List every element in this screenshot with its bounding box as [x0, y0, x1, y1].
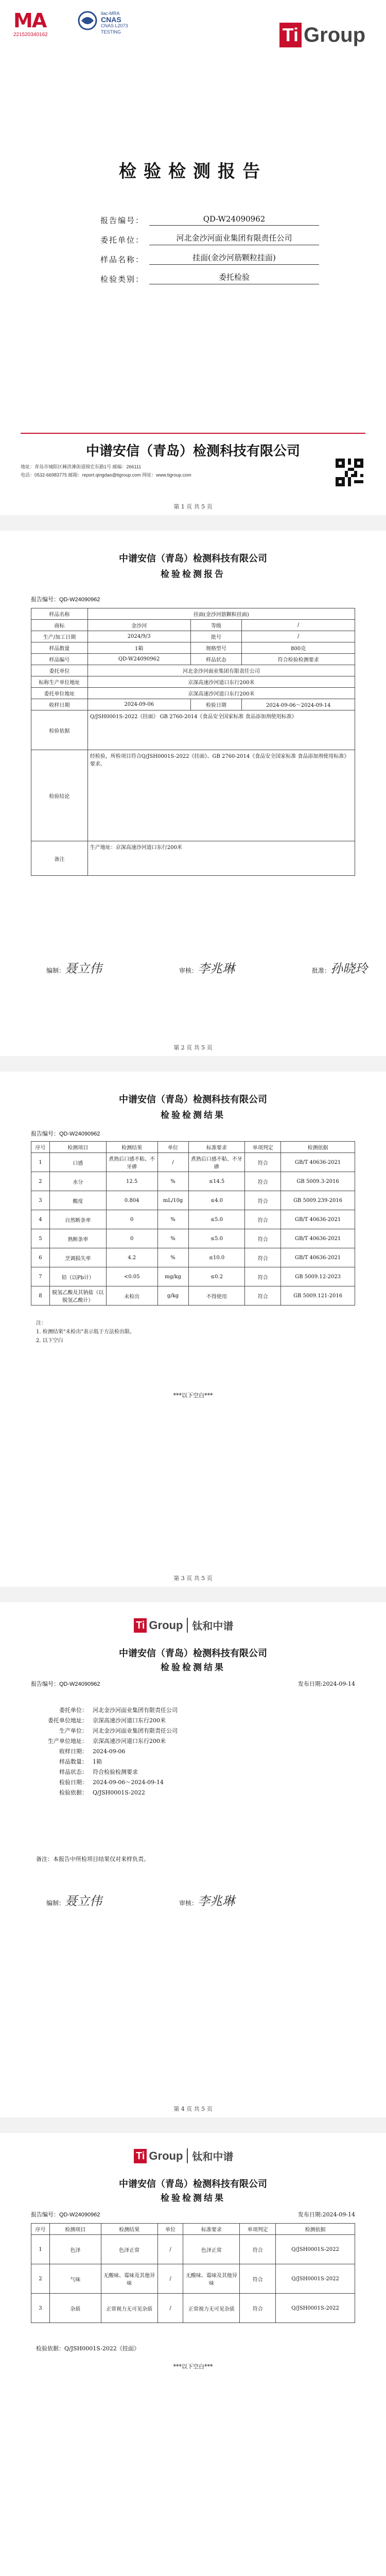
table-cell: 不得使用 [188, 1286, 245, 1306]
page-subtitle: 检验检测报告 [161, 569, 225, 580]
table-cell: 熟断条率 [49, 1229, 106, 1248]
summary-label: 检验依据： [59, 1789, 87, 1796]
table-cell: 0 [106, 1229, 157, 1248]
ilac-text: ilac-MRA [101, 11, 120, 16]
page-number: 第 1 页 共 5 页 [173, 503, 213, 510]
signature-row [46, 958, 367, 976]
summary-label: 委托单位： [59, 1707, 87, 1714]
table-cell: 正常视力无可见杂质 [183, 2294, 240, 2323]
table-cell: ≤14.5 [188, 1172, 245, 1191]
table-cell: 色泽正常 [183, 2235, 240, 2264]
table-cell: 符合 [245, 1248, 281, 1267]
table-cell: 3 [31, 1191, 50, 1210]
cover-field-value: 挂面(金沙河筋颗粒挂面) [149, 252, 319, 265]
table-row [31, 676, 355, 688]
field-label: 检验结论 [31, 750, 88, 841]
table-cell: 0 [106, 1210, 157, 1229]
table-cell: Q/JSH0001S-2022 [276, 2294, 355, 2323]
field-value: 河北金沙河面业集团有限责任公司 [87, 665, 355, 676]
summary-field [31, 1788, 178, 1798]
report-number: 报告编号：QD-W24090962 [31, 1131, 100, 1137]
tigroup-logo: Ti Group 钛和中谱 [134, 1618, 233, 1633]
table-cell: 杂质 [49, 2294, 101, 2323]
table-row [31, 642, 355, 654]
sample-info-table [31, 608, 355, 876]
field-value: 京深高速沙河道口东行200米 [87, 688, 355, 699]
table-cell: ≤4.0 [188, 1191, 245, 1210]
summary-label: 收样日期： [59, 1748, 87, 1755]
signature: 李兆琳 [198, 1894, 235, 1908]
signature-block [46, 1891, 102, 1909]
page-number: 第 2 页 共 5 页 [173, 1044, 213, 1051]
field-value: 2024-09-06 [87, 699, 190, 710]
field-label: 收样日期 [31, 699, 88, 710]
table-cell: ≤0.2 [188, 1267, 245, 1286]
field-label: 规格型号 [190, 642, 242, 654]
field-label: 等级 [190, 620, 242, 631]
notes-label: 注： [36, 1320, 46, 1326]
summary-value: 河北金沙河面业集团有限责任公司 [93, 1707, 178, 1714]
field-label: 批号 [190, 631, 242, 642]
summary-value: 符合检验检测要求 [93, 1769, 138, 1775]
logo-box: Ti [279, 23, 302, 47]
table-cell: % [157, 1248, 188, 1267]
column-header: 单位 [157, 2224, 183, 2235]
cover-page [0, 0, 386, 515]
summary-value: Q/JSH0001S-2022 [93, 1789, 145, 1796]
field-value: Q/JSH0001S-2022《挂面》 GB 2760-2014《食品安全国家标准 食品添加剂使用标准》 [87, 710, 355, 750]
field-label: 备注 [31, 841, 88, 876]
cover-field-label: 样品名称： [100, 255, 144, 264]
issue-date: 发布日期:2024-09-14 [297, 2211, 355, 2218]
basis-note: 检验依据：Q/JSH0001S-2022《挂面》 [36, 2345, 139, 2352]
field-label: 样品数量 [31, 642, 88, 654]
column-header: 标准要求 [183, 2224, 240, 2235]
cover-field-label: 委托单位： [100, 235, 144, 245]
end-mark: ***以下空白*** [173, 1392, 213, 1399]
table-cell: mg/kg [157, 1267, 188, 1286]
summary-label: 生产单位： [59, 1727, 87, 1734]
summary-field [31, 1757, 178, 1767]
cma-mark [13, 9, 65, 40]
table-cell: g/kg [157, 1286, 188, 1306]
report-number: 报告编号：QD-W24090962 [31, 1681, 100, 1687]
table-cell: GB 5009.239-2016 [281, 1191, 355, 1210]
summary-field [31, 1767, 178, 1777]
page-company: 中谱安信（青岛）检测科技有限公司 [119, 1094, 267, 1105]
report-number: 报告编号：QD-W24090962 [31, 597, 100, 603]
table-row [31, 699, 355, 710]
signature-label: 审核： [179, 1900, 198, 1907]
table-cell: 4.2 [106, 1248, 157, 1267]
table-cell: 符合 [245, 1229, 281, 1248]
table-cell: 4 [31, 1210, 50, 1229]
signature-block [46, 958, 102, 976]
table-cell: Q/JSH0001S-2022 [276, 2235, 355, 2264]
field-value: 挂面(金沙河筋颗粒挂面) [87, 608, 355, 620]
summary-value: 2024-09-06～2024-09-14 [93, 1779, 164, 1786]
note-line: 2. 以下空白 [36, 1338, 63, 1344]
table-cell: 6 [31, 1248, 50, 1267]
logo-text: Group [304, 23, 365, 46]
sensory-results-page [0, 2133, 386, 2576]
field-value: 京深高速沙河道口东行200米 [87, 676, 355, 688]
signature-label: 编制： [46, 1900, 65, 1907]
summary-value: 京深高速沙河道口东行200米 [93, 1717, 166, 1724]
table-cell: GB/T 40636-2021 [281, 1229, 355, 1248]
table-row [31, 654, 355, 665]
table-cell: 色泽正常 [101, 2235, 157, 2264]
field-value: 1箱 [87, 642, 190, 654]
field-value: 符合检验检测要求 [242, 654, 355, 665]
table-cell: GB/T 40636-2021 [281, 1153, 355, 1172]
signature: 聂立伟 [65, 961, 102, 976]
column-header: 检测结果 [106, 1142, 157, 1153]
table-row [31, 2294, 355, 2323]
table-cell: 脱氢乙酸及其钠盐（以脱氢乙酸计） [49, 1286, 106, 1306]
table-cell: GB 5009.12-2023 [281, 1267, 355, 1286]
table-cell: 无酸味、霉味及其他异味 [101, 2264, 157, 2294]
tigroup-logo: Ti Group 钛和中谱 [134, 2148, 233, 2163]
cma-number: 221520340162 [13, 32, 48, 38]
field-value: 2024/9/3 [87, 631, 190, 642]
signature-label: 编制： [46, 967, 65, 974]
field-value: 生产地址：京深高速沙河道口东行200米 [87, 841, 355, 876]
results-notes [36, 1319, 135, 1345]
column-header: 检测依据 [281, 1142, 355, 1153]
table-cell: 8 [31, 1286, 50, 1306]
cover-field [82, 245, 319, 265]
signature: 孙晓玲 [330, 961, 368, 976]
summary-label: 委托单位地址： [48, 1717, 87, 1724]
table-cell: 气味 [49, 2264, 101, 2294]
tigroup-logo [279, 23, 365, 47]
cover-company: 中谱安信（青岛）检测科技有限公司 [85, 444, 300, 459]
table-cell: 2 [31, 2264, 50, 2294]
table-cell: 1 [31, 2235, 50, 2264]
table-cell: 煮熟后口感不粘、不牙碜 [106, 1153, 157, 1172]
cover-divider [21, 433, 365, 434]
field-value: QD-W24090962 [87, 654, 190, 665]
table-cell: / [157, 2235, 183, 2264]
table-cell: GB 5009.3-2016 [281, 1172, 355, 1191]
table-row [31, 2235, 355, 2264]
field-label: 检验依据 [31, 710, 88, 750]
table-row [31, 631, 355, 642]
field-label: 商标 [31, 620, 88, 631]
summary-label: 生产单位地址： [48, 1738, 87, 1744]
table-row [31, 750, 355, 841]
results-table [31, 1141, 355, 1306]
cnas-text: CNAS [101, 15, 121, 24]
field-label: 委托单位地址 [31, 688, 88, 699]
cover-field-value: 委托检验 [149, 272, 319, 284]
column-header: 单项判定 [245, 1142, 281, 1153]
cover-field [82, 265, 319, 284]
summary-fields [31, 1705, 178, 1798]
table-row [31, 710, 355, 750]
table-cell: 酸度 [49, 1191, 106, 1210]
table-cell: 铅（以Pb计） [49, 1267, 106, 1286]
table-cell: 12.5 [106, 1172, 157, 1191]
remark: 备注：本报告中所检项目结果仅对来样负责。 [36, 1856, 149, 1862]
cma-logo: MA [13, 9, 46, 32]
table-cell: 色泽 [49, 2235, 101, 2264]
column-header: 标准要求 [188, 1142, 245, 1153]
column-header: 检测依据 [276, 2224, 355, 2235]
table-cell: GB/T 40636-2021 [281, 1210, 355, 1229]
field-label: 样品编号 [31, 654, 88, 665]
signature: 聂立伟 [65, 1894, 102, 1908]
summary-value: 1箱 [93, 1758, 102, 1765]
page-company: 中谱安信（青岛）检测科技有限公司 [119, 553, 267, 564]
table-cell: 符合 [240, 2294, 276, 2323]
table-cell: <0.05 [106, 1267, 157, 1286]
summary-value: 2024-09-06 [93, 1748, 126, 1755]
table-row [31, 688, 355, 699]
field-value: 800克 [242, 642, 355, 654]
summary-field [31, 1716, 178, 1726]
column-header: 序号 [31, 2224, 50, 2235]
qr-code-icon [336, 459, 363, 486]
signature-block [179, 1891, 235, 1909]
field-label: 检验日期 [190, 699, 242, 710]
signature-row [46, 1891, 235, 1909]
table-cell: GB/T 40636-2021 [281, 1248, 355, 1267]
table-cell: 符合 [245, 1153, 281, 1172]
table-cell: % [157, 1210, 188, 1229]
page-subtitle: 检验检测结果 [161, 1663, 225, 1673]
field-value: / [242, 631, 355, 642]
table-row [31, 841, 355, 876]
table-cell: 符合 [240, 2264, 276, 2294]
signature: 李兆琳 [198, 961, 235, 976]
ilac-icon [77, 10, 98, 31]
ilac-cnas-mark [77, 10, 170, 41]
summary-field [31, 1705, 178, 1716]
page-subtitle: 检验检测结果 [161, 2193, 225, 2204]
report-title: 检验检测报告 [119, 161, 267, 182]
summary-field [31, 1736, 178, 1747]
results-page [0, 1072, 386, 1587]
table-cell: GB 5009.121-2016 [281, 1286, 355, 1306]
table-cell: / [157, 2264, 183, 2294]
page-company: 中谱安信（青岛）检测科技有限公司 [119, 1648, 267, 1659]
signature-label: 审核： [179, 967, 198, 974]
summary-value: 京深高速沙河道口东行200米 [93, 1738, 166, 1744]
table-row [31, 1267, 355, 1286]
field-value: 2024-09-06～2024-09-14 [242, 699, 355, 710]
signature-label: 批准： [312, 967, 331, 974]
summary-label: 样品数量： [59, 1758, 87, 1765]
column-header: 检测项目 [49, 1142, 106, 1153]
table-row [31, 620, 355, 631]
table-cell: 烹调损失率 [49, 1248, 106, 1267]
table-cell: 7 [31, 1267, 50, 1286]
cover-field-label: 检验类别： [100, 275, 144, 284]
column-header: 检测结果 [101, 2224, 157, 2235]
cnas-number: CNAS L2073 [101, 23, 128, 28]
column-header: 单位 [157, 1142, 188, 1153]
signature-block [179, 958, 235, 976]
table-cell: 0.804 [106, 1191, 157, 1210]
cover-field-value: QD-W24090962 [149, 214, 319, 226]
table-cell: 符合 [245, 1191, 281, 1210]
cover-field-value: 河北金沙河面业集团有限责任公司 [149, 232, 319, 245]
table-cell: mL/10g [157, 1191, 188, 1210]
page-company: 中谱安信（青岛）检测科技有限公司 [119, 2179, 267, 2190]
sensory-table [31, 2223, 355, 2323]
field-value: 经检验，所检项目符合Q/JSH0001S-2022《挂面》、GB 2760-2014《食品安全国家标准 食品添加剂使用标准》要求。 [87, 750, 355, 841]
table-cell: 符合 [245, 1172, 281, 1191]
page-number: 第 4 页 共 5 页 [173, 2106, 213, 2112]
table-row [31, 1172, 355, 1191]
table-cell: 2 [31, 1172, 50, 1191]
table-row [31, 1286, 355, 1306]
summary-field [31, 1747, 178, 1757]
cover-address: 地址：青岛市城阳区棘洪滩街道锦宏东路1号 邮编：266111 电话：0532-66983775 邮箱：report.qingdao@tigroup.com 网址：www.tigroup.com [21, 464, 191, 478]
testing-text: TESTING [101, 29, 121, 35]
table-cell: ≤5.0 [188, 1210, 245, 1229]
cover-field [82, 226, 319, 245]
page-subtitle: 检验检测结果 [161, 1110, 225, 1121]
table-row [31, 1210, 355, 1229]
end-mark: ***以下空白*** [173, 2363, 213, 2370]
summary-value: 河北金沙河面业集团有限责任公司 [93, 1727, 178, 1734]
table-row [31, 1191, 355, 1210]
table-cell: 符合 [245, 1210, 281, 1229]
table-cell: 煮熟后口感不粘、不牙碜 [188, 1153, 245, 1172]
table-cell: 5 [31, 1229, 50, 1248]
summary-field [31, 1726, 178, 1736]
table-cell: 水分 [49, 1172, 106, 1191]
summary-label: 样品状态： [59, 1769, 87, 1775]
cover-field-label: 报告编号： [100, 216, 144, 225]
table-cell: / [157, 1153, 188, 1172]
table-cell: ≤5.0 [188, 1229, 245, 1248]
table-cell: Q/JSH0001S-2022 [276, 2264, 355, 2294]
note-line: 1. 检测结果"未检出"表示低于方法检出限。 [36, 1329, 135, 1335]
table-row [31, 608, 355, 620]
table-cell: 未检出 [106, 1286, 157, 1306]
table-cell: 自然断条率 [49, 1210, 106, 1229]
field-value: 金沙河 [87, 620, 190, 631]
table-row [31, 1248, 355, 1267]
summary-label: 检验日期： [59, 1779, 87, 1786]
cover-info [82, 206, 319, 284]
table-cell: % [157, 1172, 188, 1191]
column-header: 检测项目 [49, 2224, 101, 2235]
table-cell: 正常视力无可见杂质 [101, 2294, 157, 2323]
table-cell: % [157, 1229, 188, 1248]
field-label: 样品名称 [31, 608, 88, 620]
table-cell: / [157, 2294, 183, 2323]
field-label: 样品状态 [190, 654, 242, 665]
table-row [31, 1229, 355, 1248]
page-number: 第 3 页 共 5 页 [173, 1575, 213, 1582]
table-cell: 符合 [240, 2235, 276, 2264]
table-cell: ≤10.0 [188, 1248, 245, 1267]
field-value: / [242, 620, 355, 631]
table-cell: 1 [31, 1153, 50, 1172]
table-row [31, 665, 355, 676]
field-label: 标称生产单位地址 [31, 676, 88, 688]
field-label: 委托单位 [31, 665, 88, 676]
table-cell: 符合 [245, 1267, 281, 1286]
table-cell: 口感 [49, 1153, 106, 1172]
field-label: 生产/加工日期 [31, 631, 88, 642]
report-number: 报告编号：QD-W24090962 [31, 2212, 100, 2218]
column-header: 单项判定 [240, 2224, 276, 2235]
column-header: 序号 [31, 1142, 50, 1153]
report-info-page [0, 531, 386, 1056]
table-row [31, 2264, 355, 2294]
table-row [31, 1153, 355, 1172]
table-cell: 无酸味、霉味及其他异味 [183, 2264, 240, 2294]
signature-block [312, 958, 367, 976]
summary-field [31, 1777, 178, 1788]
issue-date: 发布日期:2024-09-14 [297, 1681, 355, 1687]
results-summary-page [0, 1602, 386, 2117]
table-cell: 符合 [245, 1286, 281, 1306]
cover-field [82, 206, 319, 226]
table-cell: 3 [31, 2294, 50, 2323]
